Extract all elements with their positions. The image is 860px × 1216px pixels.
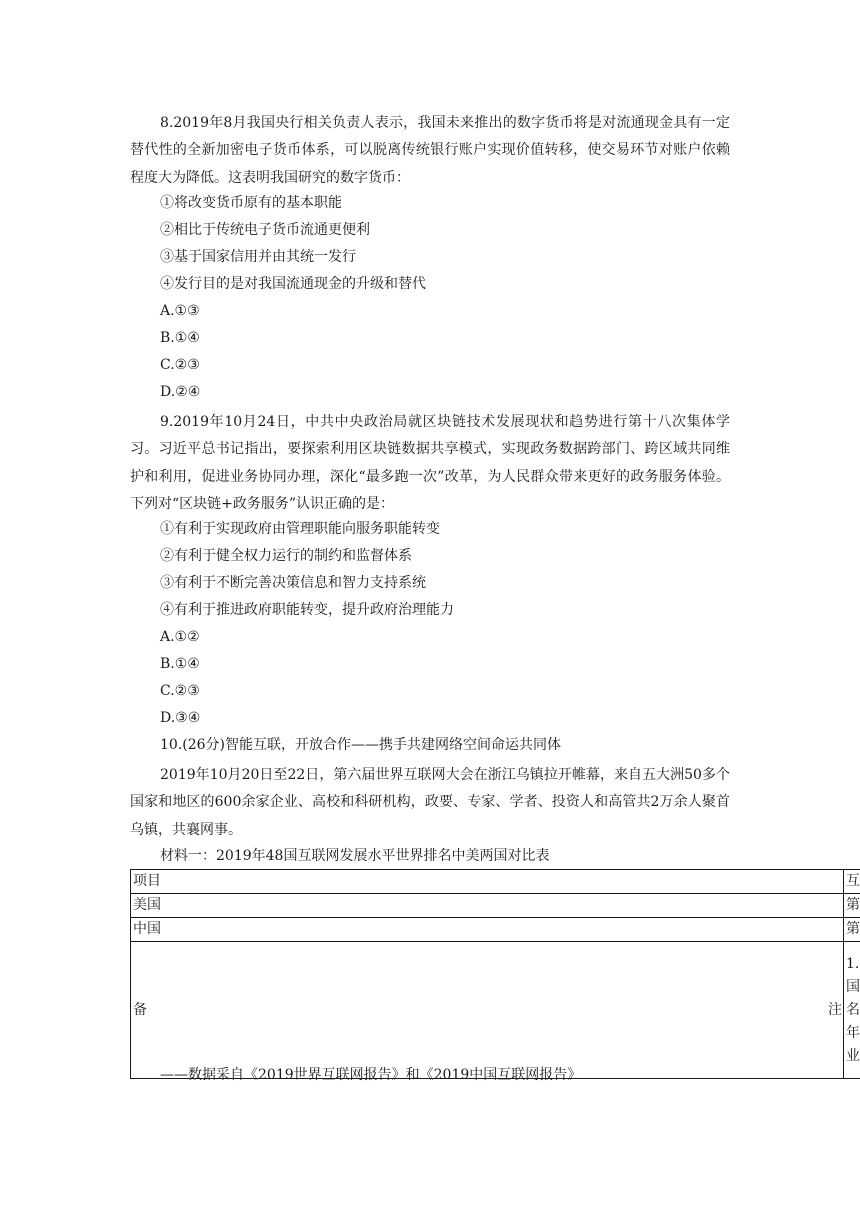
q8-statement-3: ③基于国家信用并由其统一发行 (160, 249, 356, 265)
table-row-note (131, 942, 860, 1079)
table-cell: 项目 (131, 870, 844, 894)
note-right-char: 注 (828, 1001, 842, 1018)
q8-option-b: B.①④ (160, 330, 200, 346)
q9-stem: 9.2019年10月24日，中共中央政治局就区块链技术发展现状和趋势进行第十八次集体学习。习近平总书记指出，要探索利用区块链数据共享模式，实现政务数据跨部门、跨区域共同维护和利用，促进业务协同办理，深化“最多跑一次”改革，为人民群众带来更好的政务服务体验。下列对“区块链+政务服务”认识正确的是： (130, 414, 730, 512)
table-row (131, 918, 860, 942)
table-cell: 互 (844, 870, 860, 894)
q8-statement-2: ②相比于传统电子货币流通更便利 (160, 222, 370, 238)
material-caption: 材料一：2019年48国互联网发展水平世界排名中美两国对比表 (160, 848, 550, 864)
q9-statement-1: ①有利于实现政府由管理职能向服务职能转变 (160, 521, 440, 537)
table-cell: 第 (844, 918, 860, 942)
note-col-line: 1. (846, 955, 860, 972)
table-cell: 中国 (131, 918, 844, 942)
q8-option-c: C.②③ (160, 357, 200, 373)
q9-statement-2: ②有利于健全权力运行的制约和监督体系 (160, 548, 412, 564)
q9-option-a: A.①② (160, 629, 200, 645)
q8-statement-4: ④发行目的是对我国流通现金的升级和替代 (160, 276, 426, 292)
q8-option-a: A.①③ (160, 303, 200, 319)
q9-option-b: B.①④ (160, 656, 200, 672)
table-cell: 第 (844, 894, 860, 918)
comparison-table (130, 869, 860, 1079)
note-left-char: 备 (133, 1001, 147, 1018)
note-column-cell (844, 942, 860, 1079)
q8-option-d: D.②④ (160, 384, 201, 400)
note-wrap (131, 942, 843, 1078)
q9-statement-3: ③有利于不断完善决策信息和智力支持系统 (160, 575, 426, 591)
q8-statement-1: ①将改变货币原有的基本职能 (160, 195, 342, 211)
note-col-line: 年 (846, 1024, 860, 1041)
q9-option-c: C.②③ (160, 683, 200, 699)
q8-stem: 8.2019年8月我国央行相关负责人表示，我国未来推出的数字货币将是对流通现金具有一定替代性的全新加密电子货币体系，可以脱离传统银行账户实现价值转移，使交易环节对账户依赖程度大为降低。这表明我国研究的数字货币： (130, 115, 730, 186)
q10-title: 10.(26分)智能互联，开放合作——携手共建网络空间命运共同体 (160, 737, 562, 753)
note-col-line: 名 (846, 1001, 860, 1018)
q9-statement-4: ④有利于推进政府职能转变，提升政府治理能力 (160, 602, 454, 618)
q10-intro: 2019年10月20日至22日，第六届世界互联网大会在浙江乌镇拉开帷幕，来自五大洲50多个国家和地区的600余家企业、高校和科研机构，政要、专家、学者、投资人和高管共2万余人聚首乌镇，共襄网事。 (130, 767, 730, 838)
note-col-line: 业 (846, 1047, 860, 1064)
table-cell: 美国 (131, 894, 844, 918)
data-source: ——数据采自《2019世界互联网报告》和《2019中国互联网报告》 (160, 1067, 582, 1083)
note-cell (131, 942, 844, 1079)
note-col-line: 国 (846, 978, 860, 995)
table-row (131, 894, 860, 918)
table-row (131, 870, 860, 894)
q9-option-d: D.③④ (160, 710, 201, 726)
